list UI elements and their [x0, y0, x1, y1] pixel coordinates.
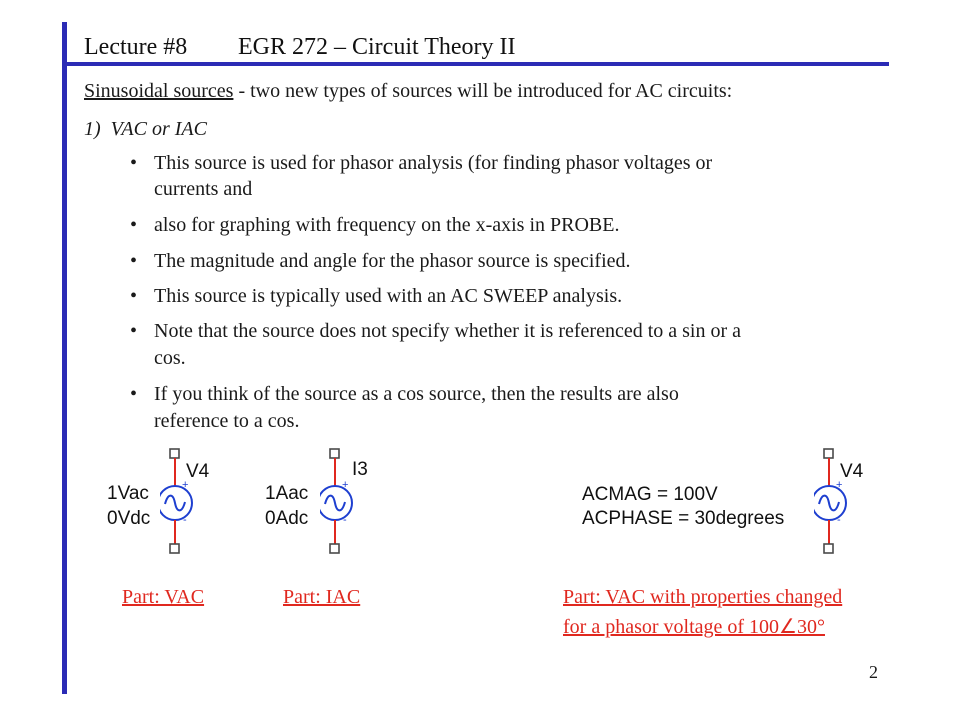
lecture-number: Lecture #8	[84, 34, 188, 60]
acmag-property: ACMAG = 100V	[582, 484, 718, 505]
svg-text:-: -	[183, 514, 187, 526]
bullet-text-6b: reference to a cos.	[154, 410, 300, 432]
part-label-vac-phasor-line2	[563, 614, 825, 639]
iac-name: I3	[352, 459, 368, 480]
vac-name: V4	[186, 461, 210, 482]
intro-line	[84, 80, 732, 103]
left-accent-bar	[62, 22, 67, 694]
angle-symbol: ∠	[779, 616, 797, 638]
bullet-dot: •	[130, 383, 138, 405]
acphase-property: ACPHASE = 30degrees	[582, 508, 785, 529]
list-item-title: VAC or IAC	[110, 118, 207, 140]
svg-text:+: +	[182, 479, 189, 491]
svg-text:+: +	[342, 479, 349, 491]
bullet-text-3: The magnitude and angle for the phasor source is specified.	[154, 250, 631, 272]
list-item-number: 1)	[84, 118, 101, 140]
bullet-dot: •	[130, 214, 138, 236]
header-rule	[67, 62, 889, 66]
part-label-vac-phasor-line1: Part: VAC with properties changed	[563, 586, 843, 608]
bullet-dot: •	[130, 250, 138, 272]
bullet-dot: •	[130, 320, 138, 342]
bullet-text-4: This source is typically used with an AC SWEEP analysis.	[154, 285, 623, 307]
svg-text:-: -	[343, 514, 347, 526]
phasor-angle: 30°	[796, 616, 825, 638]
vac-phasor-name: V4	[840, 461, 864, 482]
part-label-iac: Part: IAC	[283, 586, 361, 608]
part-label-vac: Part: VAC	[122, 586, 205, 608]
bullet-text-1b: currents and	[154, 178, 253, 200]
bullet-text-5b: cos.	[154, 347, 186, 369]
bullet-text-1a: This source is used for phasor analysis (for finding phasor voltages or	[154, 152, 713, 174]
svg-text:+: +	[836, 479, 843, 491]
bullet-text-2: also for graphing with frequency on the x-axis in PROBE.	[154, 214, 620, 236]
vac-dc-value: 0Vdc	[107, 508, 151, 529]
intro-term: Sinusoidal sources	[84, 80, 234, 102]
vac-ac-value: 1Vac	[107, 483, 149, 504]
page-number: 2	[869, 662, 878, 682]
intro-rest: - two new types of sources will be introduced for AC circuits:	[233, 80, 733, 102]
bullet-text-5a: Note that the source does not specify whether it is referenced to a sin or a	[154, 320, 742, 342]
bullet-dot: •	[130, 285, 138, 307]
course-title: EGR 272 – Circuit Theory II	[238, 34, 516, 60]
phasor-prefix: for a phasor voltage of 100	[563, 616, 780, 638]
iac-ac-value: 1Aac	[265, 483, 309, 504]
iac-dc-value: 0Adc	[265, 508, 309, 529]
bullet-dot: •	[130, 152, 138, 174]
bullet-text-6a: If you think of the source as a cos source, then the results are also	[154, 383, 679, 405]
list-item-heading	[84, 118, 207, 141]
svg-text:-: -	[837, 514, 841, 526]
